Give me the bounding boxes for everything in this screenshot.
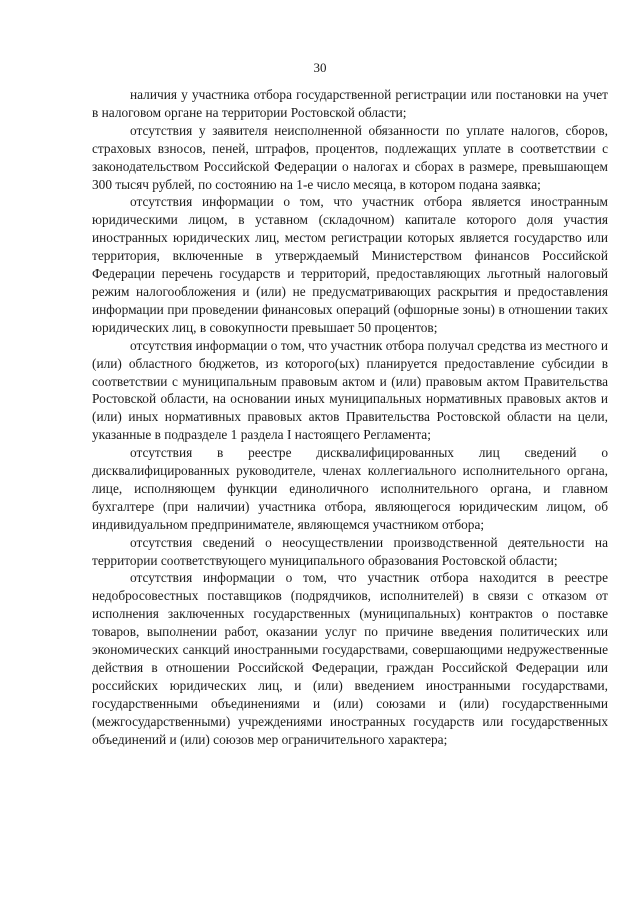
paragraph-unfair-suppliers: отсутствия информации о том, что участник отбора находится в реестре недобросовестных поставщиков (подрядчиков, исполнителей) в связи с отказом от исполнения заключенных государственных (муниципальных) контрактов о поставке товаров, выполнении работ, оказании услуг по причине введения политических или экономических санкций иностранными государствами, совершающими недружественные действия в отношении Российской Федерации, граждан Российской Федерации или российских юридических лиц, и (или) введением иностранными государствами, государственными объединениями и (или) союзами и (или) государственными (межгосударственными) учреждениями иностранных государств или государственных объединений и (или) союзов мер ограничительного характера; bbox=[92, 570, 608, 747]
paragraph-tax-debt: отсутствия у заявителя неисполненной обязанности по уплате налогов, сборов, страховых взносов, пеней, штрафов, процентов, подлежащих уплате в соответствии с законодательством Российской Федерации о налогах и сборах в размере, превышающем 300 тысяч рублей, по состоянию на 1-е число месяца, в котором подана заявка; bbox=[92, 122, 608, 192]
document-body bbox=[92, 86, 608, 749]
page-number: 30 bbox=[313, 60, 327, 75]
paragraph-registration: наличия у участника отбора государственной регистрации или постановки на учет в налоговом органе на территории Ростовской области; bbox=[92, 87, 608, 120]
paragraph-foreign-entity: отсутствия информации о том, что участник отбора является иностранным юридическими лицом, в уставном (складочном) капитале которого доля участия иностранных юридических лиц, местом регистрации которых является государство или территория, включенные в утверждаемый Министерством финансов Российской Федерации перечень государств и территорий, предоставляющих льготный налоговый режим налогообложения и (или) не предусматривающих раскрытия и предоставления информации при проведении финансовых операций (офшорные зоны) в отношении таких юридических лиц, в совокупности превышает 50 процентов; bbox=[92, 194, 608, 335]
paragraph-budget-funds: отсутствия информации о том, что участник отбора получал средства из местного и (или) областного бюджетов, из которого(ых) планируется предоставление субсидии в соответствии с муниципальным правовым актом и (или) правовым актом Правительства Ростовской области, на основании иных муниципальных нормативных правовых актов и (или) иных нормативных правовых актов Правительства Ростовской области на цели, указанные в подразделе 1 раздела I настоящего Регламента; bbox=[92, 337, 608, 443]
paragraph-production-activity: отсутствия сведений о неосуществлении производственной деятельности на территории соответствующего муниципального образования Ростовской области; bbox=[92, 534, 608, 568]
paragraph-disqualified-persons: отсутствия в реестре дисквалифицированных лиц сведений о дисквалифицированных руководителе, членах коллегиального исполнительного органа, лице, исполняющем функции единоличного исполнительного органа, и главном бухгалтере (при наличии) участника отбора, являющегося юридическим лицом, об индивидуальном предпринимателе, являющемся участником отбора; bbox=[92, 445, 608, 532]
